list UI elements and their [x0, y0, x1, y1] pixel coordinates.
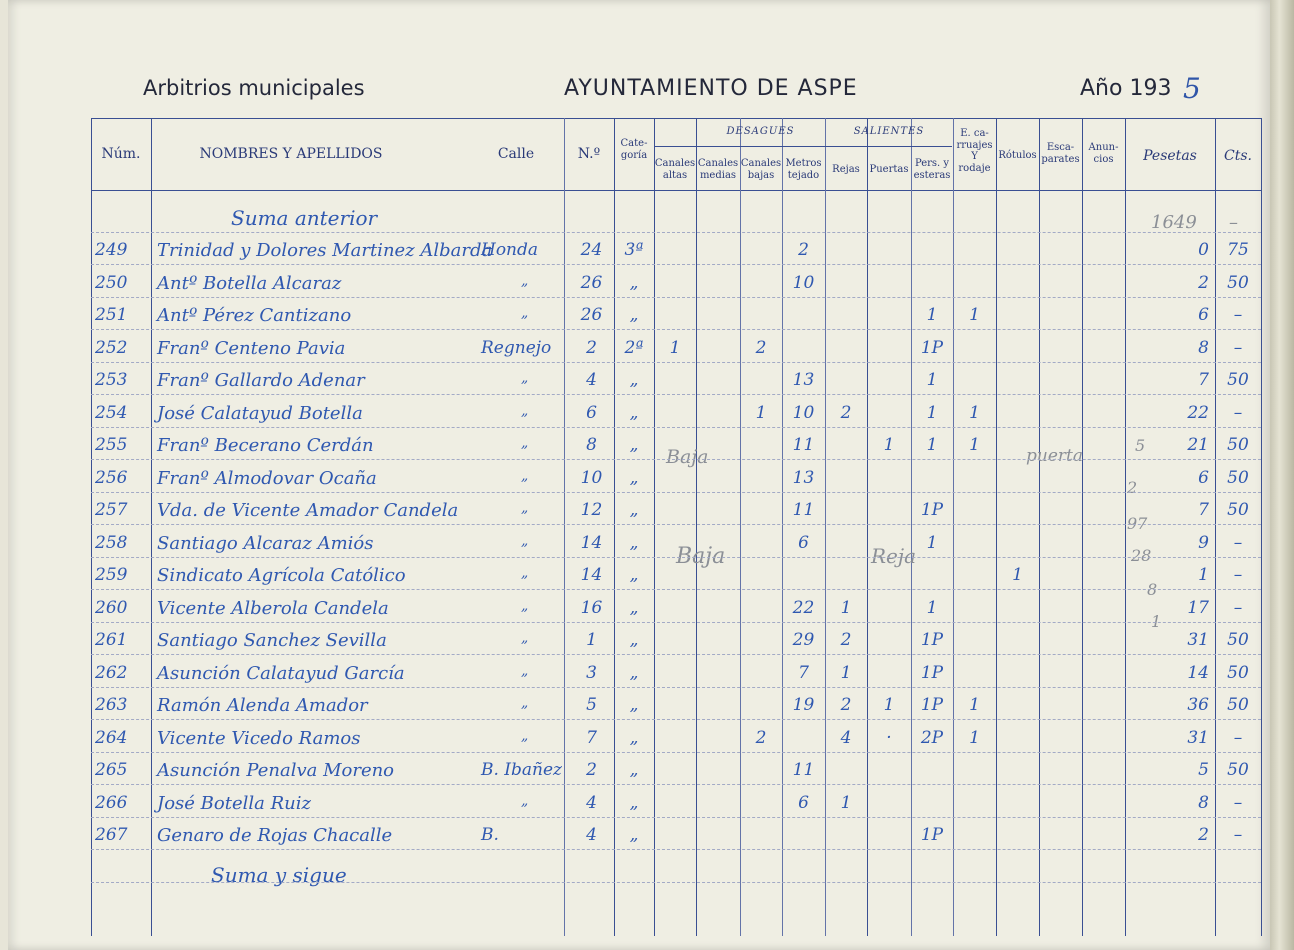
cell-metros: 11 — [792, 435, 815, 455]
suma-anterior-label: Suma anterior — [231, 206, 378, 230]
row-ruling — [91, 264, 1261, 265]
col-line — [696, 118, 697, 936]
cell-calle: „ — [521, 402, 529, 419]
cell-metros: 11 — [792, 500, 815, 520]
cell-name: Sindicato Agrícola Católico — [157, 565, 406, 586]
cell-pers: 1 — [926, 597, 938, 618]
cell-pesetas: 36 — [1187, 695, 1209, 715]
col-escaparates-header: Esca- parates — [1041, 142, 1080, 165]
cell-calle: „ — [521, 435, 529, 451]
row-ruling — [91, 589, 1261, 590]
cell-cts: – — [1233, 532, 1243, 553]
cell-pesetas: 6 — [1198, 305, 1209, 325]
row-ruling — [91, 329, 1261, 330]
cell-num: 267 — [95, 825, 128, 845]
cell-num: 262 — [95, 662, 128, 683]
pencil-note: Baja — [676, 544, 726, 569]
cell-bajas: 1 — [755, 402, 767, 423]
cell-rotulos: 1 — [1012, 565, 1023, 585]
col-line — [825, 118, 826, 936]
cell-puertas: 1 — [883, 435, 895, 455]
ledger-table — [91, 118, 1261, 936]
pencil-note: 28 — [1131, 546, 1152, 565]
cell-calle: B. — [481, 825, 499, 845]
col-carruajes-header: E. ca- rruajes Y rodaje — [956, 128, 993, 174]
cell-carr: 1 — [969, 435, 980, 455]
year-handwritten: 5 — [1183, 72, 1201, 105]
col-canales-medias-header: Canales medias — [697, 158, 739, 181]
cell-no: 14 — [580, 565, 603, 585]
cell-cat: „ — [629, 825, 639, 845]
cell-cts: 50 — [1227, 695, 1249, 715]
cell-name: Franº Centeno Pavia — [157, 337, 346, 359]
cell-name: Santiago Alcaraz Amiós — [157, 532, 374, 554]
cell-num: 265 — [95, 760, 128, 780]
col-line — [867, 118, 868, 936]
cell-no: 7 — [586, 727, 597, 748]
cell-cts: 50 — [1227, 272, 1249, 293]
cell-cts: – — [1233, 305, 1243, 325]
cell-pesetas: 21 — [1187, 435, 1209, 455]
cell-carr: 1 — [969, 305, 980, 325]
cell-pesetas: 0 — [1198, 240, 1209, 260]
cell-pesetas: 7 — [1198, 370, 1209, 390]
col-line — [564, 118, 565, 936]
cell-calle: „ — [521, 792, 529, 809]
cell-cat: „ — [629, 370, 639, 390]
cell-metros: 13 — [792, 467, 815, 488]
cell-pesetas: 1 — [1198, 565, 1209, 585]
cell-cat: „ — [629, 630, 639, 650]
row-ruling — [91, 622, 1261, 623]
cell-no: 3 — [586, 662, 597, 683]
pencil-note: 8 — [1147, 580, 1158, 599]
pencil-note: puerta — [1026, 446, 1083, 466]
cell-pers: 1P — [920, 825, 944, 845]
cell-no: 12 — [580, 500, 603, 520]
cell-name: José Calatayud Botella — [157, 402, 363, 424]
cell-num: 250 — [95, 272, 128, 293]
cell-num: 254 — [95, 402, 128, 423]
col-canales-bajas-header: Canales bajas — [740, 158, 782, 181]
cell-num: 251 — [95, 305, 128, 325]
cell-cts: 50 — [1227, 500, 1249, 520]
cell-pesetas: 14 — [1187, 662, 1209, 683]
cell-carr: 1 — [969, 695, 980, 715]
cell-cat: 2ª — [624, 337, 644, 358]
cell-metros: 10 — [792, 402, 815, 423]
cell-num: 259 — [95, 565, 128, 585]
row-ruling — [91, 297, 1261, 298]
year-label: Año 193 — [1080, 76, 1172, 101]
cell-bajas: 2 — [755, 337, 767, 358]
cell-rejas: 4 — [840, 727, 852, 748]
col-line — [911, 118, 912, 936]
cell-rejas: 2 — [840, 402, 852, 423]
cell-calle: „ — [521, 305, 529, 321]
cell-no: 14 — [580, 532, 603, 553]
cell-cat: „ — [629, 695, 639, 715]
cell-rejas: 2 — [840, 630, 852, 650]
cell-rejas: 1 — [840, 597, 852, 618]
cell-name: José Botella Ruiz — [157, 792, 311, 814]
col-rejas-header: Rejas — [832, 164, 860, 175]
center-title: AYUNTAMIENTO DE ASPE — [564, 76, 858, 101]
row-ruling — [91, 817, 1261, 818]
cell-cat: „ — [629, 760, 639, 780]
header-bottom-rule — [91, 190, 1261, 191]
row-ruling — [91, 719, 1261, 720]
table-top-rule — [91, 118, 1261, 119]
cell-pers: 1 — [926, 532, 938, 553]
cell-carr: 1 — [969, 402, 980, 423]
cell-cts: – — [1233, 825, 1243, 845]
cell-num: 255 — [95, 435, 128, 455]
cell-cts: 50 — [1227, 467, 1249, 488]
row-ruling — [91, 427, 1261, 428]
col-line — [1082, 118, 1083, 936]
cell-pesetas: 22 — [1187, 402, 1209, 423]
col-line — [91, 118, 92, 936]
cell-cts: – — [1233, 565, 1243, 585]
cell-cat: „ — [629, 532, 639, 553]
cell-pesetas: 8 — [1198, 792, 1209, 813]
cell-cts: 50 — [1227, 662, 1249, 683]
cell-pers: 1P — [920, 630, 944, 650]
cell-pesetas: 2 — [1198, 825, 1209, 845]
pencil-note: Reja — [871, 544, 917, 568]
cell-metros: 10 — [792, 272, 815, 293]
col-category-header: Cate- goría — [620, 138, 648, 161]
cell-calle: „ — [521, 727, 529, 744]
cell-no: 4 — [586, 792, 597, 813]
cell-no: 16 — [580, 597, 603, 618]
cell-calle: „ — [521, 532, 529, 549]
cell-num: 256 — [95, 467, 128, 488]
cell-carr: 1 — [969, 727, 980, 748]
pencil-note: 97 — [1127, 514, 1148, 533]
cell-pesetas: 2 — [1198, 272, 1209, 293]
desagues-header: DESAGUES — [726, 126, 795, 137]
col-line — [1039, 118, 1040, 936]
cell-name: Genaro de Rojas Chacalle — [157, 825, 393, 846]
row-ruling — [91, 524, 1261, 525]
cell-name: Vda. de Vicente Amador Candela — [157, 500, 459, 521]
cell-pesetas: 5 — [1198, 760, 1209, 780]
col-metros-tejado-header: Metros tejado — [785, 158, 822, 181]
left-title: Arbitrios municipales — [143, 76, 365, 100]
row-ruling — [91, 362, 1261, 363]
row-ruling — [91, 492, 1261, 493]
cell-cat: „ — [629, 467, 639, 488]
row-ruling — [91, 459, 1261, 460]
cell-no: 2 — [586, 337, 597, 358]
cell-puertas: 1 — [883, 695, 895, 715]
cell-metros: 29 — [792, 630, 815, 650]
cell-calle: „ — [521, 467, 529, 484]
col-anuncios-header: Anun- cios — [1088, 142, 1119, 165]
cell-altas: 1 — [669, 337, 681, 358]
col-names-header: NOMBRES Y APELLIDOS — [199, 146, 383, 162]
cell-cat: „ — [629, 727, 639, 748]
cell-pers: 1 — [926, 370, 938, 390]
suma-anterior-value: 1649 — [1151, 212, 1197, 233]
cell-pesetas: 31 — [1187, 727, 1209, 748]
cell-bajas: 2 — [755, 727, 767, 748]
cell-name: Asunción Penalva Moreno — [157, 760, 395, 781]
cell-pesetas: 8 — [1198, 337, 1209, 358]
book-spine — [1270, 0, 1294, 950]
cell-cat: „ — [629, 500, 639, 520]
row-ruling — [91, 784, 1261, 785]
cell-cts: 50 — [1227, 370, 1249, 390]
col-canales-altas-header: Canales altas — [654, 158, 696, 181]
cell-no: 2 — [586, 760, 597, 780]
cell-name: Asunción Calatayud García — [157, 662, 405, 684]
cell-num: 261 — [95, 630, 128, 650]
cell-cat: 3ª — [624, 240, 644, 260]
cell-name: Vicente Alberola Candela — [157, 597, 389, 619]
pencil-note: 5 — [1135, 436, 1146, 455]
cell-cts: 50 — [1227, 435, 1249, 455]
cell-cat: „ — [629, 597, 639, 618]
cell-calle: „ — [521, 695, 529, 711]
suma-sigue-label: Suma y sigue — [211, 863, 347, 887]
cell-calle: „ — [521, 597, 529, 614]
cell-cts: – — [1233, 337, 1243, 358]
cell-calle: „ — [521, 370, 529, 386]
cell-num: 264 — [95, 727, 128, 748]
cell-cts: – — [1233, 727, 1243, 748]
cell-name: Franº Becerano Cerdán — [157, 435, 374, 456]
cell-metros: 22 — [792, 597, 815, 618]
cell-pesetas: 31 — [1187, 630, 1209, 650]
row-ruling — [91, 752, 1261, 753]
cell-no: 4 — [586, 370, 597, 390]
cell-pesetas: 6 — [1198, 467, 1209, 488]
cell-num: 249 — [95, 240, 128, 260]
cell-no: 1 — [586, 630, 597, 650]
pencil-note: 1 — [1151, 612, 1162, 631]
cell-cts: 50 — [1227, 630, 1249, 650]
cell-rejas: 2 — [840, 695, 852, 715]
cell-rejas: 1 — [840, 662, 852, 683]
cell-pesetas: 17 — [1187, 597, 1209, 618]
cell-num: 252 — [95, 337, 128, 358]
cell-rejas: 1 — [840, 792, 852, 813]
cell-metros: 13 — [792, 370, 815, 390]
cell-name: Vicente Vicedo Ramos — [157, 727, 361, 749]
cell-pesetas: 7 — [1198, 500, 1209, 520]
cell-metros: 6 — [798, 532, 809, 553]
cell-no: 6 — [586, 402, 597, 423]
cell-no: 10 — [580, 467, 603, 488]
cell-calle: „ — [521, 500, 529, 516]
cell-pers: 1P — [920, 662, 944, 683]
cell-no: 26 — [580, 305, 603, 325]
cell-name: Santiago Sanchez Sevilla — [157, 630, 387, 651]
col-line — [151, 118, 152, 936]
col-line — [1261, 118, 1262, 936]
cell-metros: 7 — [798, 662, 809, 683]
cell-pers: 1 — [926, 305, 938, 325]
cell-cat: „ — [629, 792, 639, 813]
col-line — [740, 118, 741, 936]
cell-num: 257 — [95, 500, 128, 520]
suma-anterior-cts: – — [1229, 212, 1238, 233]
cell-no: 4 — [586, 825, 597, 845]
cell-calle: „ — [521, 272, 529, 289]
col-street-header: Calle — [497, 146, 535, 162]
cell-cat: „ — [629, 305, 639, 325]
cell-calle: Regnejo — [481, 337, 552, 358]
cell-num: 263 — [95, 695, 128, 715]
row-ruling — [91, 654, 1261, 655]
cell-no: 5 — [586, 695, 597, 715]
cell-num: 258 — [95, 532, 128, 553]
cell-name: Ramón Alenda Amador — [157, 695, 368, 716]
cell-no: 26 — [580, 272, 603, 293]
cell-calle: „ — [521, 662, 529, 679]
col-rotulos-header: Rótulos — [998, 150, 1037, 161]
col-line — [654, 118, 655, 936]
cell-no: 8 — [586, 435, 597, 455]
pencil-note: 2 — [1127, 478, 1138, 497]
cell-cat: „ — [629, 435, 639, 455]
col-puertas-header: Puertas — [869, 164, 909, 175]
cell-pers: 1P — [920, 695, 944, 715]
cell-name: Trinidad y Dolores Martinez Albarda — [157, 240, 493, 261]
cell-cts: 75 — [1227, 240, 1249, 260]
cell-cts: – — [1233, 402, 1243, 423]
cell-no: 24 — [580, 240, 603, 260]
col-pers-esteras-header: Pers. y esteras — [913, 158, 951, 181]
cell-calle: „ — [521, 565, 529, 581]
cell-name: Antº Pérez Cantizano — [157, 305, 352, 326]
cell-name: Franº Gallardo Adenar — [157, 370, 365, 391]
cell-name: Antº Botella Alcaraz — [157, 272, 342, 294]
cell-metros: 19 — [792, 695, 815, 715]
cell-calle: B. Ibañez — [481, 760, 562, 780]
col-number-header: N.º — [577, 146, 601, 162]
cell-metros: 2 — [798, 240, 809, 260]
cell-cat: „ — [629, 402, 639, 423]
col-num-header: Núm. — [101, 146, 141, 162]
cell-pers: 2P — [920, 727, 944, 748]
cell-pers: 1 — [926, 402, 938, 423]
col-pesetas-header: Pesetas — [1143, 148, 1197, 164]
cell-num: 266 — [95, 792, 128, 813]
row-ruling — [91, 687, 1261, 688]
cell-name: Franº Almodovar Ocaña — [157, 467, 377, 489]
cell-pers: 1P — [920, 500, 944, 520]
cell-calle: Honda — [481, 240, 539, 260]
cell-puertas: · — [886, 727, 892, 748]
salientes-header: SALIENTES — [853, 126, 925, 137]
row-ruling — [91, 849, 1261, 850]
cell-cat: „ — [629, 565, 639, 585]
cell-cts: – — [1233, 597, 1243, 618]
cell-cat: „ — [629, 662, 639, 683]
row-ruling — [91, 232, 1261, 233]
cell-cts: – — [1233, 792, 1243, 813]
cell-pers: 1 — [926, 435, 938, 455]
row-ruling — [91, 882, 1261, 883]
cell-pesetas: 9 — [1198, 532, 1209, 553]
row-ruling — [91, 394, 1261, 395]
cell-num: 253 — [95, 370, 128, 390]
cell-pers: 1P — [920, 337, 944, 358]
cell-cat: „ — [629, 272, 639, 293]
cell-metros: 11 — [792, 760, 815, 780]
cell-cts: 50 — [1227, 760, 1249, 780]
col-cts-header: Cts. — [1224, 148, 1252, 164]
col-line — [953, 118, 954, 936]
pencil-note: Baja — [666, 446, 709, 468]
row-ruling — [91, 557, 1261, 558]
col-line — [996, 118, 997, 936]
cell-metros: 6 — [798, 792, 809, 813]
cell-calle: „ — [521, 630, 529, 646]
cell-num: 260 — [95, 597, 128, 618]
